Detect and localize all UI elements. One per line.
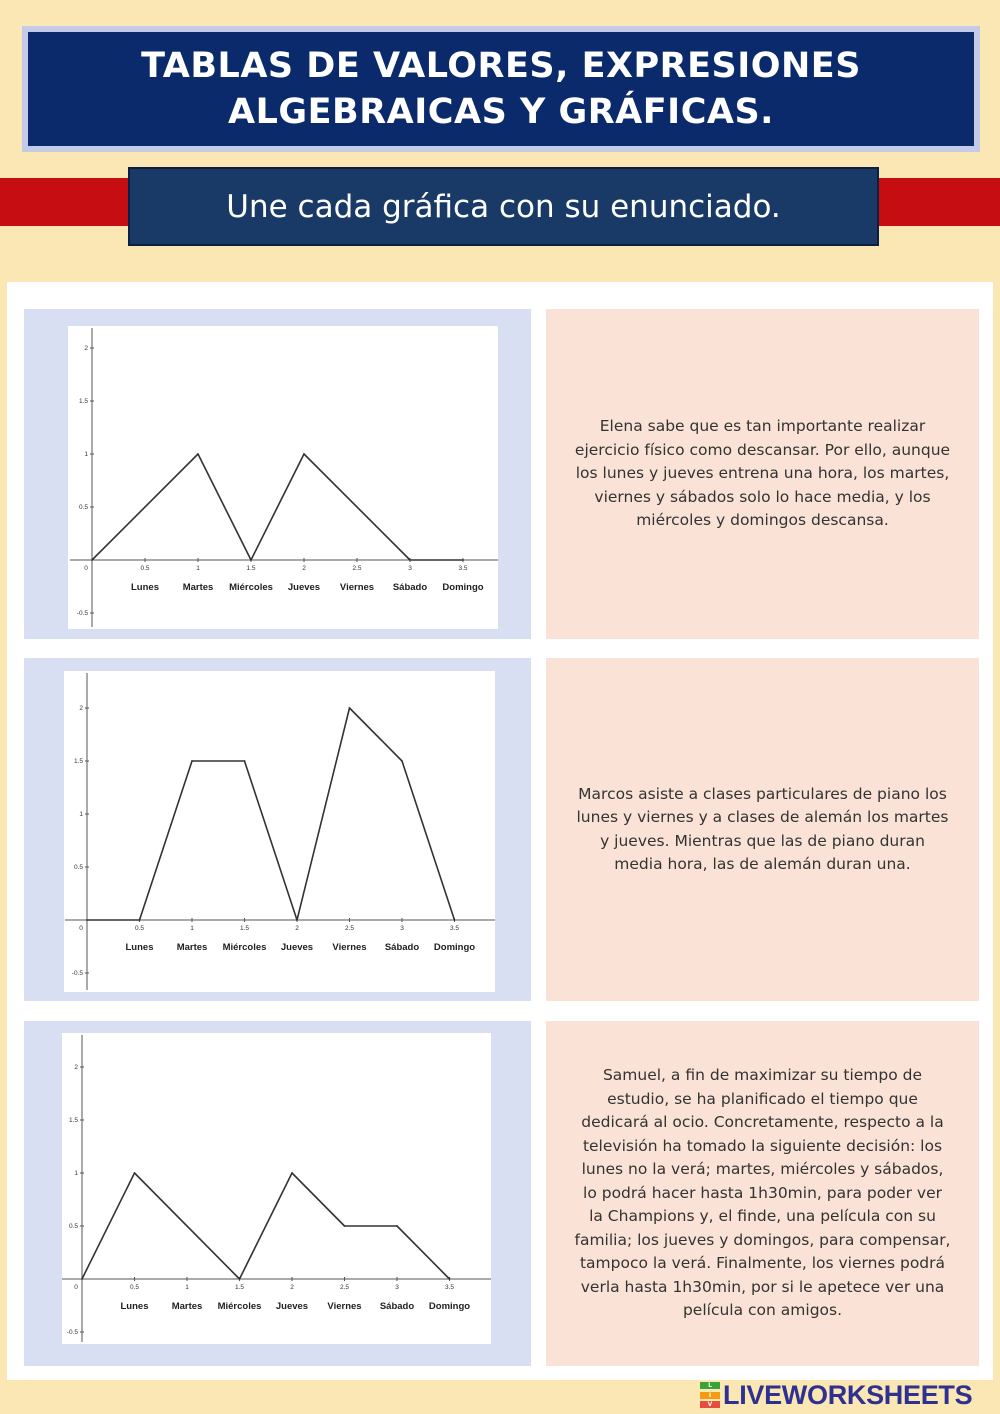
day-label: Miércoles: [229, 582, 273, 593]
series-line: [87, 708, 455, 920]
logo-text: LIVEWORKSHEETS: [723, 1379, 973, 1410]
data-point: [81, 1278, 83, 1280]
day-label: Jueves: [287, 582, 321, 593]
y-tick-label: 2: [79, 705, 83, 712]
x-tick-label: 2.5: [339, 1284, 350, 1291]
x-tick-label: 1: [185, 1284, 189, 1291]
day-label: Viernes: [332, 942, 367, 953]
day-label: Lunes: [125, 942, 154, 953]
title-line-2: ALGEBRAICAS Y GRÁFICAS.: [228, 92, 774, 132]
x-tick-label: 1.5: [246, 565, 256, 572]
day-label: Martes: [171, 1301, 203, 1312]
x-tick-label: 2: [290, 1284, 294, 1291]
y-tick-label: 1.5: [68, 1117, 78, 1124]
data-point: [401, 760, 403, 762]
title-line-1: TABLAS DE VALORES, EXPRESIONES: [141, 46, 861, 86]
series-line: [82, 1173, 450, 1279]
data-point: [449, 1278, 451, 1280]
x-tick-label: 3.5: [458, 565, 468, 572]
data-point: [91, 559, 93, 561]
chart-card-3[interactable]: [24, 1021, 531, 1366]
data-point: [454, 919, 456, 921]
y-tick-label: 0.5: [73, 864, 83, 871]
data-point: [86, 919, 88, 921]
y-tick-label: 0.5: [68, 1223, 78, 1230]
chart-3: [62, 1033, 491, 1344]
data-point: [396, 1225, 398, 1227]
instruction-text: Une cada gráfica con su enunciado.: [226, 188, 781, 225]
day-label: Sábado: [379, 1301, 415, 1312]
day-label: Sábado: [384, 942, 420, 953]
y-tick-label: 0.5: [78, 504, 88, 511]
x-tick-label: 3.5: [444, 1284, 455, 1291]
x-tick-label: 0: [79, 925, 83, 932]
x-tick-label: 3: [408, 565, 412, 572]
day-label: Lunes: [131, 582, 159, 593]
day-label: Lunes: [120, 1301, 149, 1312]
y-tick-label: -0.5: [76, 610, 88, 617]
day-label: Viernes: [339, 582, 375, 593]
data-point: [296, 919, 298, 921]
data-point: [344, 1225, 346, 1227]
day-label: Domingo: [428, 1301, 471, 1312]
data-point: [291, 1172, 293, 1174]
page-title: [28, 32, 974, 146]
x-tick-label: 0.5: [134, 925, 145, 932]
x-tick-label: 0.5: [129, 1284, 140, 1291]
x-tick-label: 2: [302, 565, 306, 572]
x-tick-label: 1.5: [239, 925, 250, 932]
x-tick-label: 1: [196, 565, 200, 572]
statement-2: Marcos asiste a clases particulares de piano los lunes y viernes y a clases de alemán los martes y jueves. Mientras que las de piano duran media hora, las de alemán duran una.: [576, 784, 949, 873]
x-tick-label: 2.5: [352, 565, 362, 572]
title-banner: [22, 26, 980, 152]
y-tick-label: 1.5: [78, 398, 88, 405]
data-point: [239, 1278, 241, 1280]
day-label: Jueves: [280, 942, 314, 953]
data-point: [250, 559, 252, 561]
data-point: [409, 559, 411, 561]
day-label: Viernes: [327, 1301, 362, 1312]
x-tick-label: 0: [84, 565, 88, 572]
data-point: [134, 1172, 136, 1174]
data-point: [462, 559, 464, 561]
y-tick-label: 2: [84, 345, 88, 352]
day-label: Miércoles: [222, 942, 267, 953]
data-point: [197, 453, 199, 455]
y-tick-label: -0.5: [66, 1329, 78, 1336]
day-label: Sábado: [392, 582, 428, 593]
data-point: [139, 919, 141, 921]
x-tick-label: 3: [400, 925, 404, 932]
instruction-banner: [128, 167, 879, 246]
chart-1: [68, 326, 498, 629]
y-tick-label: -0.5: [71, 970, 83, 977]
statement-3: Samuel, a fin de maximizar su tiempo de estudio, se ha planificado el tiempo que dedicará al ocio. Concretamente, respecto a la televisión ha tomado la siguiente decisión: los lunes no la verá; martes, miércoles y sábados, lo podrá hacer hasta 1h30min, para poder ver la Champions y, el finde, una película con su familia; los jueves y domingos, para compensar, tampoco la verá. Finalmente, los viernes podrá verla hasta 1h30min, por si le apetece ver una película con amigos.: [574, 1066, 951, 1320]
statement-card-1[interactable]: [546, 309, 979, 639]
data-point: [244, 760, 246, 762]
logo-mark-icon: L I V: [700, 1382, 720, 1408]
x-tick-label: 1: [190, 925, 194, 932]
data-point: [349, 707, 351, 709]
x-tick-label: 2.5: [344, 925, 355, 932]
day-label: Jueves: [275, 1301, 309, 1312]
y-tick-label: 1: [79, 811, 83, 818]
statement-1: Elena sabe que es tan importante realizar ejercicio físico como descansar. Por ello, aunque los lunes y jueves entrena una hora, los martes, viernes y sábados solo lo hace media, y los miércoles y domingos descansa.: [574, 417, 951, 530]
x-tick-label: 2: [295, 925, 299, 932]
chart-card-1[interactable]: [24, 309, 531, 639]
day-label: Martes: [176, 942, 208, 953]
x-tick-label: 0.5: [140, 565, 150, 572]
x-tick-label: 1.5: [234, 1284, 245, 1291]
x-tick-label: 0: [74, 1284, 78, 1291]
chart-2: [64, 671, 495, 992]
x-tick-label: 3.5: [449, 925, 460, 932]
y-tick-label: 1.5: [73, 758, 83, 765]
y-tick-label: 1: [74, 1170, 78, 1177]
y-tick-label: 1: [84, 451, 88, 458]
day-label: Domingo: [433, 942, 476, 953]
x-tick-label: 3: [395, 1284, 399, 1291]
chart-card-2[interactable]: [24, 658, 531, 1001]
data-point: [191, 760, 193, 762]
data-point: [303, 453, 305, 455]
day-label: Domingo: [442, 582, 484, 593]
liveworksheets-logo[interactable]: [700, 1380, 972, 1410]
series-line: [92, 454, 463, 560]
day-label: Martes: [182, 582, 214, 593]
statement-card-2[interactable]: [546, 658, 979, 1001]
y-tick-label: 2: [74, 1064, 78, 1071]
statement-card-3[interactable]: [546, 1021, 979, 1366]
day-label: Miércoles: [217, 1301, 262, 1312]
